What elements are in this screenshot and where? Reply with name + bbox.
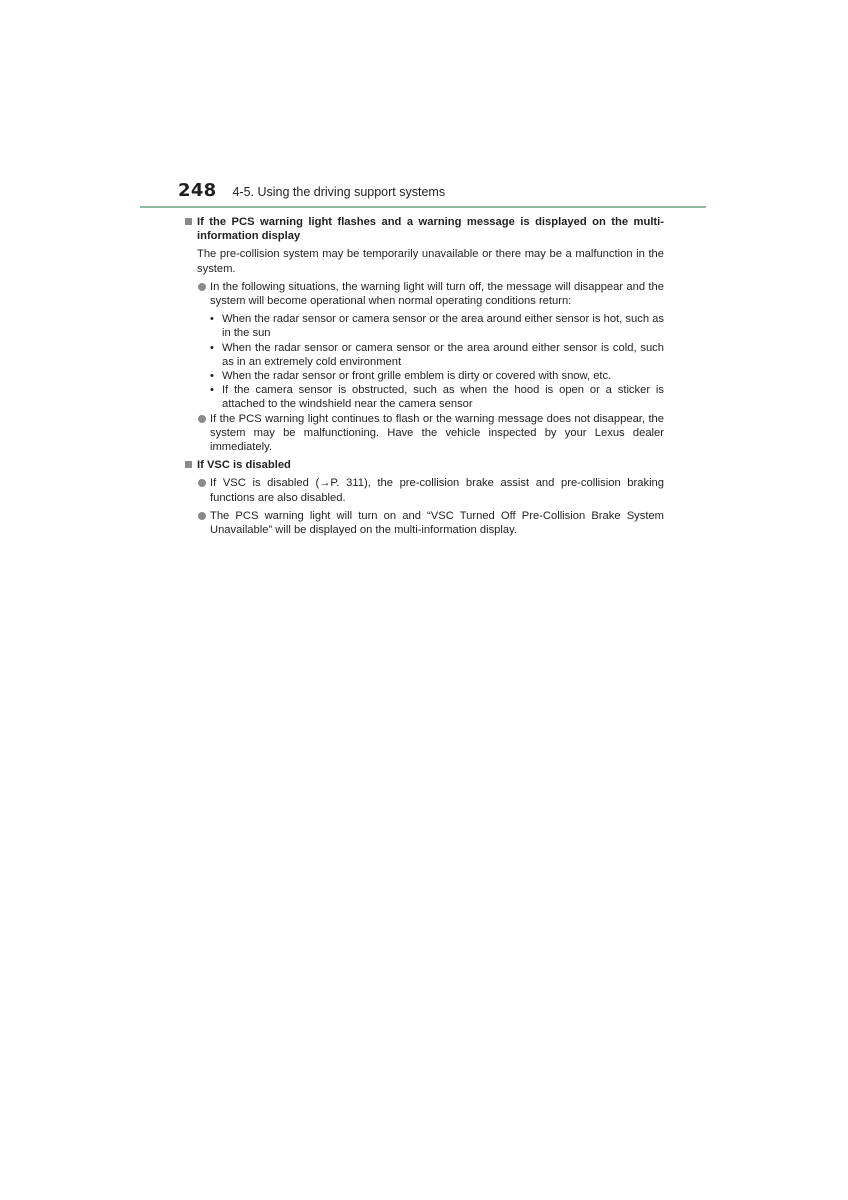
section-title: 4-5. Using the driving support systems <box>232 185 446 199</box>
sub-list-item <box>210 383 664 411</box>
sub-list-item <box>210 341 664 369</box>
circle-bullet-icon <box>198 479 206 487</box>
vsc-disabled-heading <box>184 458 664 472</box>
sub-list-item <box>210 312 664 340</box>
middle-dot-icon: • <box>210 384 214 397</box>
sub-item-text: If the camera sensor is obstructed, such as when the hood is open or a sticker is attached to the windshield near the camera sensor <box>222 384 664 411</box>
list-item <box>210 476 664 504</box>
heading-text: If the PCS warning light flashes and a warning message is displayed on the multi-information display <box>197 216 664 243</box>
list-item <box>210 280 664 308</box>
sub-item-text: When the radar sensor or camera sensor or the area around either sensor is cold, such as in an extremely cold environment <box>222 341 664 368</box>
sub-list-item <box>210 369 664 383</box>
page-content <box>184 215 664 537</box>
list-item <box>210 412 664 455</box>
square-bullet-icon <box>185 461 192 468</box>
circle-bullet-icon <box>198 283 206 291</box>
middle-dot-icon: • <box>210 370 214 383</box>
sub-item-text: When the radar sensor or front grille emblem is dirty or covered with snow, etc. <box>222 370 612 383</box>
page-number: 248 <box>178 180 217 201</box>
header-divider <box>140 206 706 208</box>
circle-bullet-icon <box>198 512 206 520</box>
intro-paragraph: The pre-collision system may be temporarily unavailable or there may be a malfunction in the system. <box>197 248 664 275</box>
middle-dot-icon: • <box>210 341 214 354</box>
square-bullet-icon <box>185 218 192 225</box>
sub-item-text: When the radar sensor or camera sensor or the area around either sensor is hot, such as in the sun <box>222 313 664 340</box>
list-item <box>210 509 664 537</box>
bullet-text: If the PCS warning light continues to flash or the warning message does not disappear, the system may be malfunctioning. Have the vehicle inspected by your Lexus dealer immediately. <box>210 412 664 454</box>
bullet-text: In the following situations, the warning light will turn off, the message will disappear and the system will become operational when normal operating conditions return: <box>210 280 664 308</box>
heading-text: If VSC is disabled <box>197 459 291 472</box>
pcs-warning-heading <box>184 215 664 243</box>
circle-bullet-icon <box>198 415 206 423</box>
bullet-text: The PCS warning light will turn on and “VSC Turned Off Pre-Collision Brake System Unavailable” will be displayed on the multi-information display. <box>210 509 664 537</box>
page-header <box>178 180 445 204</box>
middle-dot-icon: • <box>210 313 214 326</box>
bullet-text: If VSC is disabled (→P. 311), the pre-collision brake assist and pre-collision braking functions are also disabled. <box>210 477 664 504</box>
